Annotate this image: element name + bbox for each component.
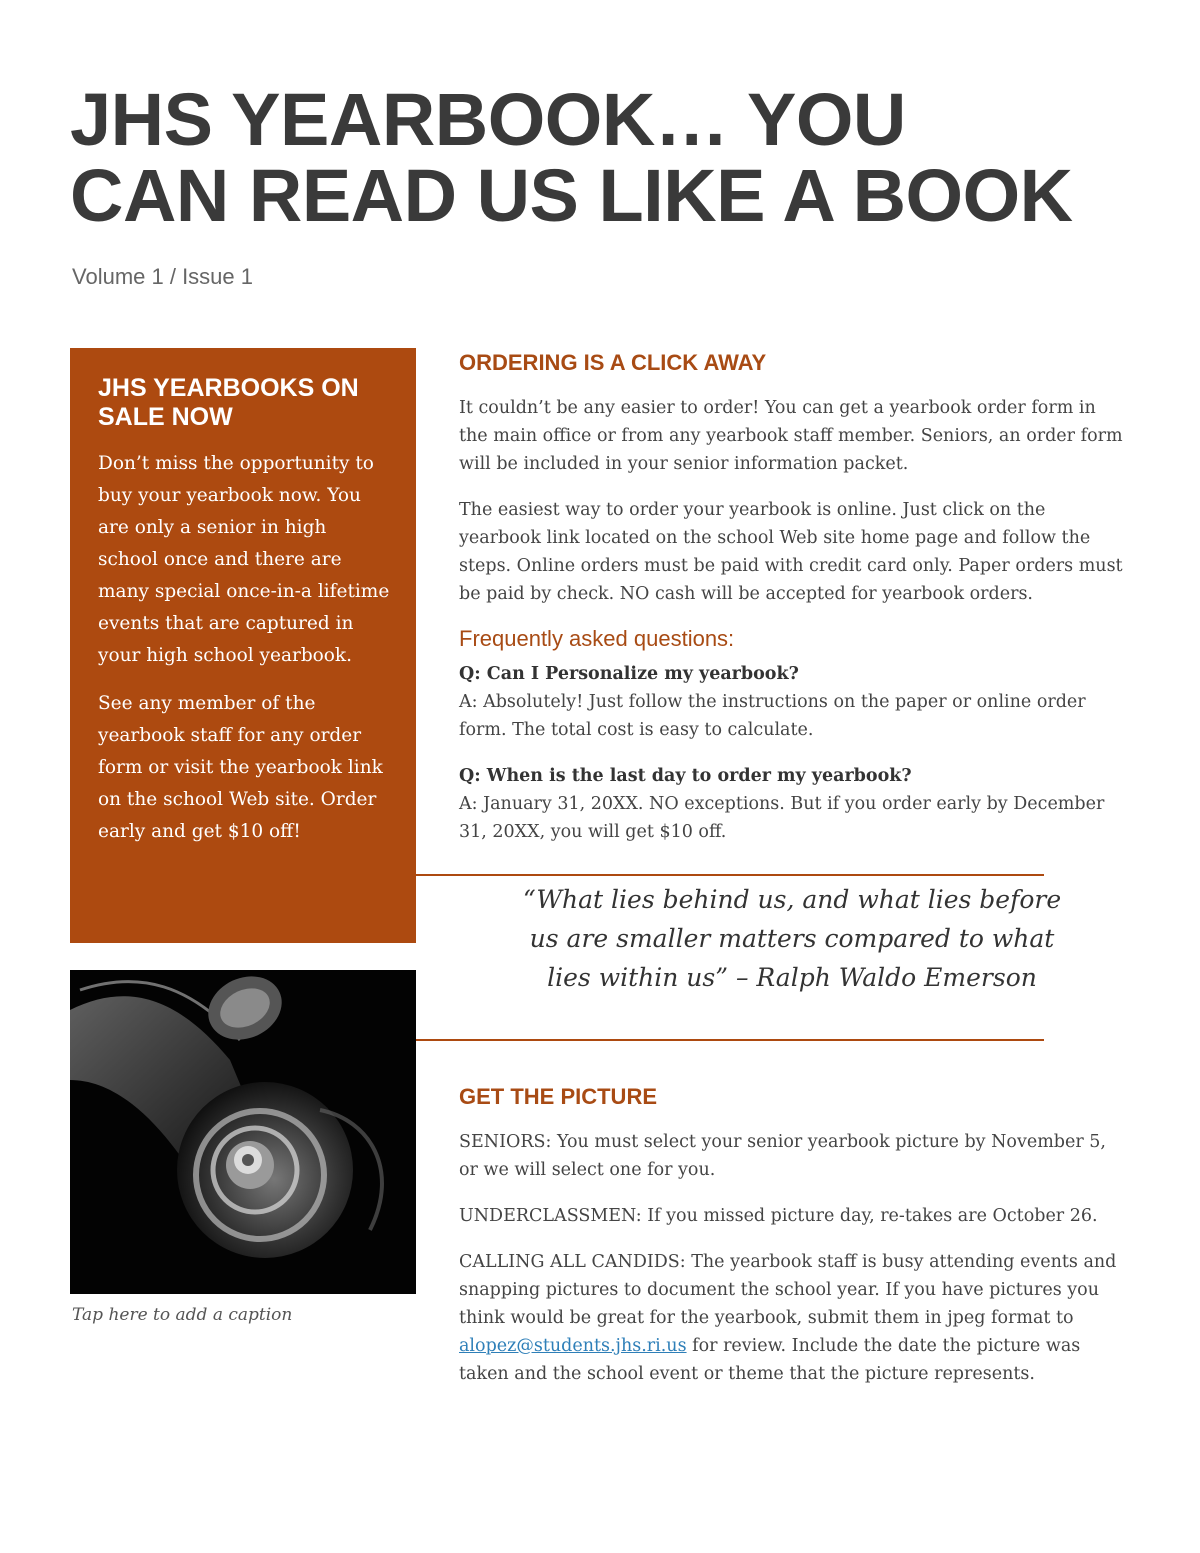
faq-question-2: Q: When is the last day to order my yearbook?: [459, 766, 912, 786]
faq-answer-1: A: Absolutely! Just follow the instructions on the paper or online order form. The total cost is easy to calculate.: [459, 692, 1086, 740]
title-line-2: CAN READ US LIKE A BOOK: [70, 154, 1073, 237]
quote-bottom-rule: [416, 1039, 1044, 1041]
sidebar-heading-line-1: JHS YEARBOOKS ON: [98, 374, 359, 402]
picture-paragraph-3-after: for review. Include the date the picture was taken and the school event or theme that the picture represents.: [459, 1336, 1081, 1384]
newsletter-title: [70, 78, 1150, 237]
quote-top-rule: [416, 874, 1044, 876]
pull-quote: “What lies behind us, and what lies before us are smaller matters compared to what lies within us” – Ralph Waldo Emerson: [522, 885, 1062, 992]
faq-answer-2: A: January 31, 20XX. NO exceptions. But if you order early by December 31, 20XX, you will get $10 off.: [459, 794, 1105, 842]
picture-section: [459, 1084, 1129, 1406]
picture-paragraph-3: [459, 1248, 1129, 1388]
ordering-paragraph-2: The easiest way to order your yearbook is online. Just click on the yearbook link located on the school Web site home page and follow the steps. Online orders must be paid with credit card only. Paper orders must be paid by check. NO cash will be accepted for yearbook orders.: [459, 500, 1123, 604]
sidebar-heading: [98, 374, 390, 432]
sale-sidebar: [70, 348, 416, 943]
sidebar-paragraph-2: See any member of the yearbook staff for any order form or visit the yearbook link on the school Web site. Order early and get $10 off!: [98, 693, 383, 842]
email-link[interactable]: alopez@students.jhs.ri.us: [459, 1336, 687, 1356]
sidebar-paragraph-1: Don’t miss the opportunity to buy your yearbook now. You are only a senior in high school once and there are many special once-in-a lifetime events that are captured in your high school yearbook.: [98, 453, 390, 666]
picture-heading: GET THE PICTURE: [459, 1084, 658, 1109]
faq-heading: Frequently asked questions:: [459, 626, 735, 651]
ordering-heading: ORDERING IS A CLICK AWAY: [459, 350, 767, 375]
ordering-section: [459, 350, 1129, 864]
picture-paragraph-2: UNDERCLASSMEN: If you missed picture day, re-takes are October 26.: [459, 1206, 1098, 1226]
ordering-paragraph-1: It couldn’t be any easier to order! You can get a yearbook order form in the main office or from any yearbook staff member. Seniors, an order form will be included in your senior information packet.: [459, 398, 1123, 474]
violin-scroll-photo[interactable]: [70, 970, 416, 1294]
picture-paragraph-1: SENIORS: You must select your senior yearbook picture by November 5, or we will select one for you.: [459, 1132, 1106, 1180]
violin-scroll-image: [70, 970, 416, 1294]
photo-caption[interactable]: Tap here to add a caption: [72, 1305, 293, 1325]
issue-label: Volume 1 / Issue 1: [72, 264, 253, 289]
faq-question-1: Q: Can I Personalize my yearbook?: [459, 664, 799, 684]
title-line-1: JHS YEARBOOK… YOU: [70, 78, 906, 161]
sidebar-heading-line-2: SALE NOW: [98, 403, 233, 431]
picture-paragraph-3-before: CALLING ALL CANDIDS: The yearbook staff is busy attending events and snapping pictures to document the school year. If you have pictures you think would be great for the yearbook, submit them in jpeg format to: [459, 1252, 1117, 1328]
